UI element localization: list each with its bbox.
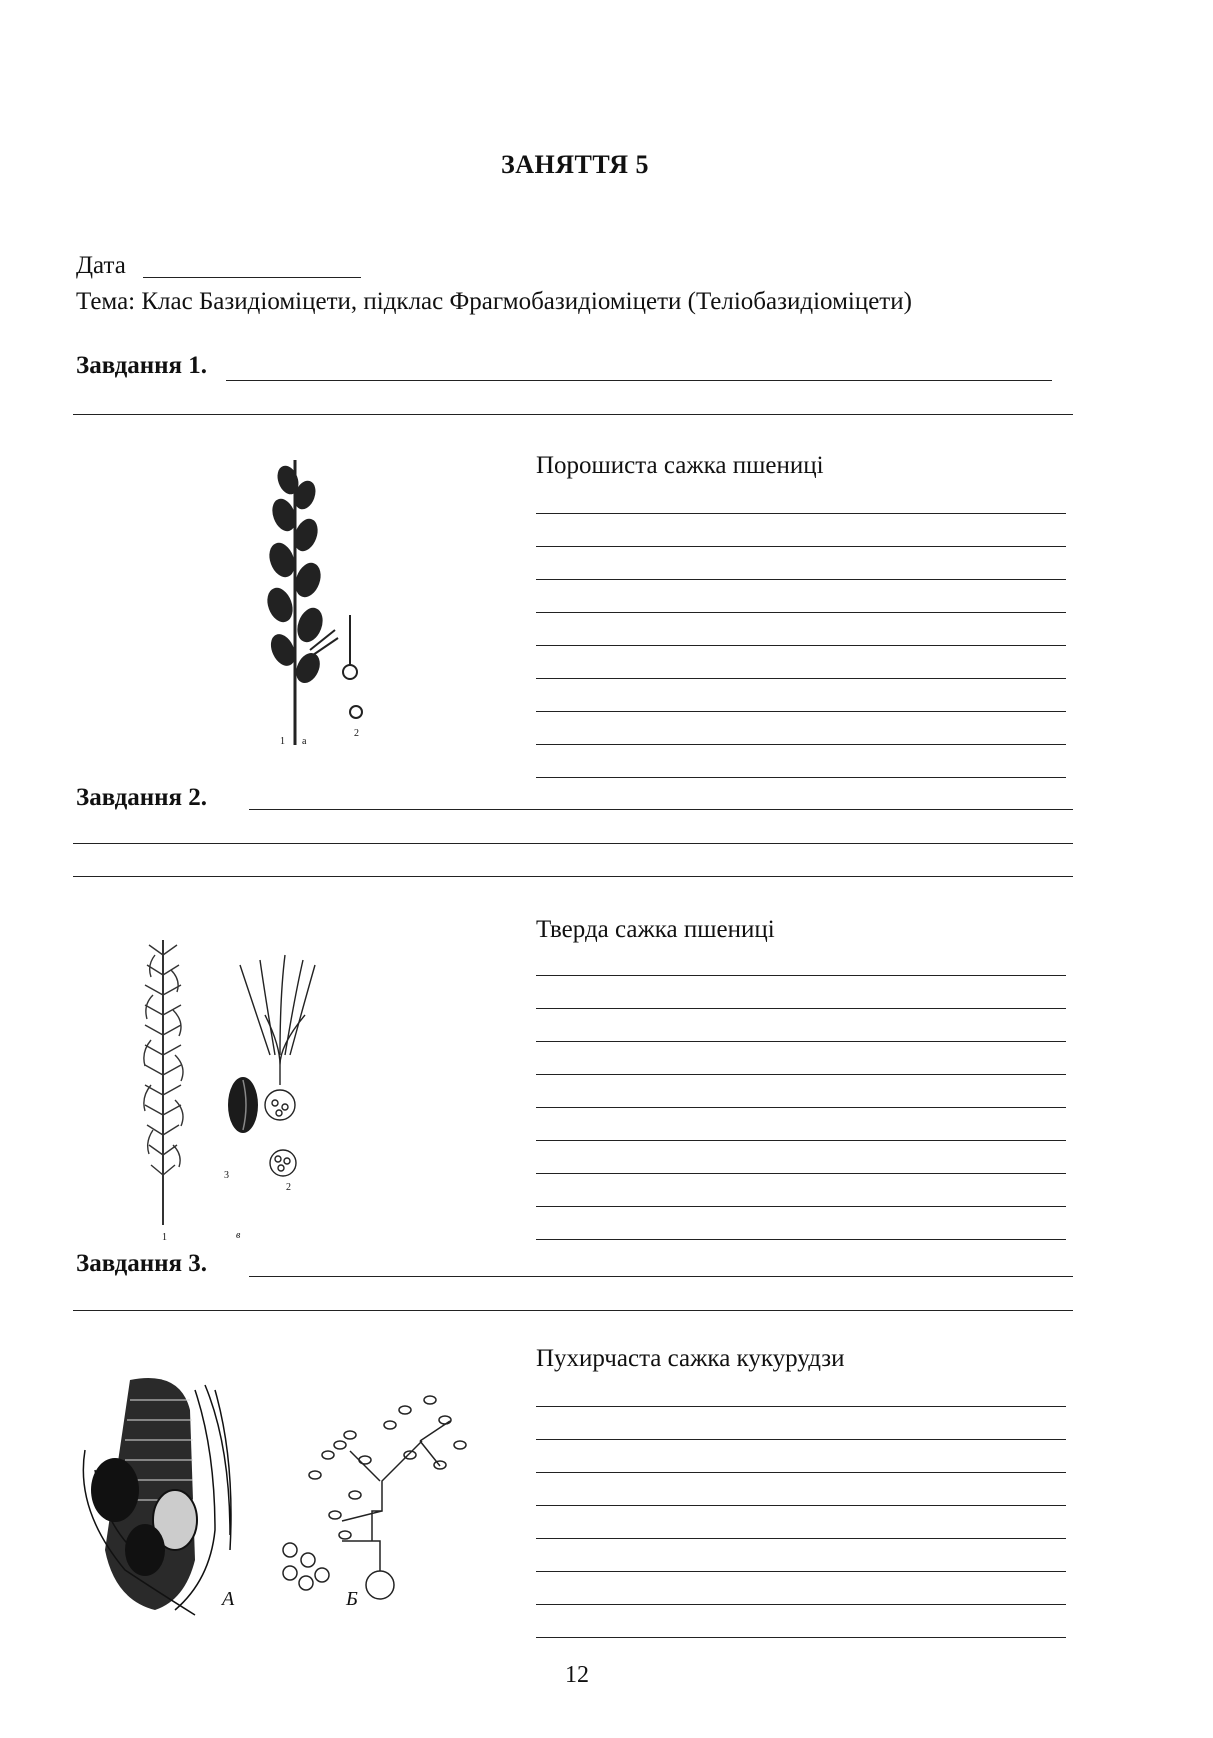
note-line[interactable]: [536, 1538, 1066, 1539]
task-3-answer-line[interactable]: [73, 1310, 1073, 1311]
corn-smut-illustration: [75, 1370, 255, 1620]
note-line[interactable]: [536, 612, 1066, 613]
note-line[interactable]: [536, 645, 1066, 646]
spore-illustration: [270, 1385, 490, 1615]
note-line[interactable]: [536, 975, 1066, 976]
task-2-answer-line[interactable]: [73, 876, 1073, 877]
note-line[interactable]: [536, 1637, 1066, 1638]
note-line[interactable]: [536, 678, 1066, 679]
note-line[interactable]: [536, 1239, 1066, 1240]
task-1-answer-line[interactable]: [73, 414, 1073, 415]
note-line[interactable]: [536, 777, 1066, 778]
note-line[interactable]: [536, 546, 1066, 547]
bunt-illustration: [125, 935, 345, 1235]
note-line[interactable]: [536, 1505, 1066, 1506]
note-line[interactable]: [536, 1472, 1066, 1473]
figure-2-label: 2: [286, 1182, 291, 1193]
date-field[interactable]: [143, 277, 361, 278]
figure-2-label: 1: [162, 1232, 167, 1243]
note-line[interactable]: [536, 1008, 1066, 1009]
page-title: ЗАНЯТТЯ 5: [501, 150, 649, 179]
note-line[interactable]: [536, 1173, 1066, 1174]
note-line[interactable]: [536, 1571, 1066, 1572]
note-line[interactable]: [536, 1206, 1066, 1207]
note-line[interactable]: [536, 1604, 1066, 1605]
page-number: 12: [565, 1662, 589, 1688]
figure-1-label: а: [302, 736, 307, 747]
figure-2-label: в: [236, 1230, 241, 1241]
figure-1-caption: Порошиста сажка пшениці: [536, 452, 824, 479]
date-label: Дата: [76, 252, 126, 279]
note-line[interactable]: [536, 711, 1066, 712]
figure-2-label: 3: [224, 1170, 229, 1181]
note-line[interactable]: [536, 1107, 1066, 1108]
note-line[interactable]: [536, 1074, 1066, 1075]
task-2-answer-line[interactable]: [73, 843, 1073, 844]
topic-text: Тема: Клас Базидіоміцети, підклас Фрагмобазидіоміцети (Теліобазидіоміцети): [76, 288, 912, 315]
task-3-label: Завдання 3.: [76, 1250, 208, 1277]
figure-2-caption: Тверда сажка пшениці: [536, 916, 775, 943]
task-1-answer-line[interactable]: [226, 380, 1052, 381]
task-2-label: Завдання 2.: [76, 784, 208, 811]
note-line[interactable]: [536, 1439, 1066, 1440]
figure-1-label: 1: [280, 736, 285, 747]
note-line[interactable]: [536, 744, 1066, 745]
figure-3-caption: Пухирчаста сажка кукурудзи: [536, 1345, 845, 1372]
note-line[interactable]: [536, 513, 1066, 514]
figure-1-label: 2: [354, 728, 359, 739]
note-line[interactable]: [536, 1140, 1066, 1141]
note-line[interactable]: [536, 579, 1066, 580]
task-1-label: Завдання 1.: [76, 352, 208, 379]
figure-3-label-a: А: [222, 1588, 235, 1610]
note-line[interactable]: [536, 1041, 1066, 1042]
task-3-answer-line[interactable]: [249, 1276, 1073, 1277]
task-2-answer-line[interactable]: [249, 809, 1073, 810]
figure-3-label-b: Б: [346, 1588, 358, 1610]
loose-smut-illustration: [250, 450, 390, 750]
note-line[interactable]: [536, 1406, 1066, 1407]
